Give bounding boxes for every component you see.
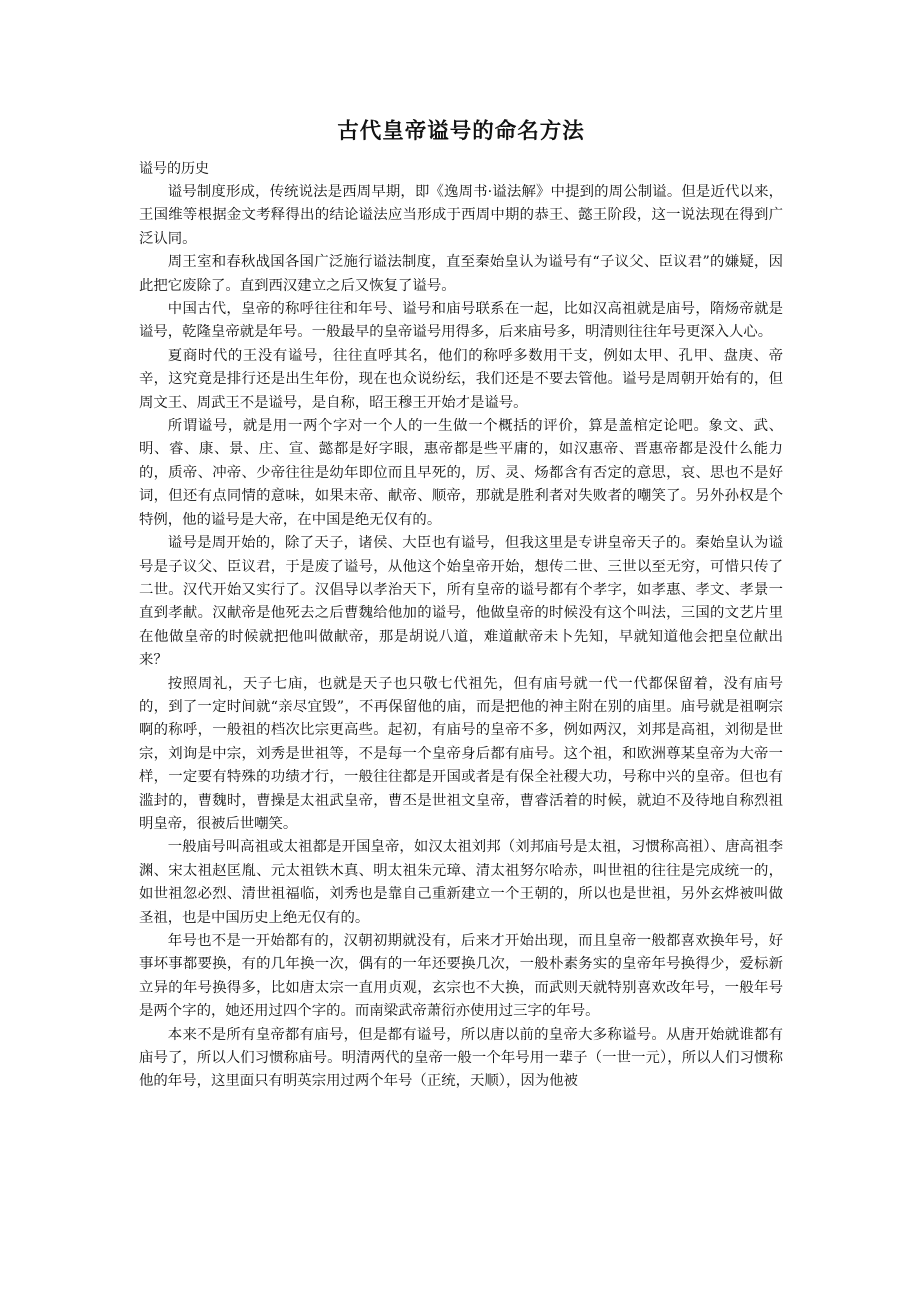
paragraph-3: 中国古代，皇帝的称呼往往和年号、谥号和庙号联系在一起，比如汉高祖就是庙号，隋炀帝就是谥号，乾隆皇帝就是年号。一般最早的皇帝谥号用得多，后来庙号多，明清则往往年号更深入人心。 bbox=[139, 301, 783, 341]
document-title: 古代皇帝谥号的命名方法 bbox=[337, 119, 585, 144]
paragraph-5: 所谓谥号，就是用一两个字对一个人的一生做一个概括的评价，算是盖棺定论吧。象文、武、明、睿、康、景、庄、宣、懿都是好字眼，惠帝都是些平庸的，如汉惠帝、晋惠帝都是没什么能力的，质帝、冲帝、少帝往往是幼年即位而且早死的，厉、灵、炀都含有否定的意思，哀、思也不是好词，但还有点同情的意味，如果末帝、献帝、顺帝，那就是胜利者对失败者的嘲笑了。另外孙权是个特例，他的谥号是大帝，在中国是绝无仅有的。 bbox=[139, 418, 783, 528]
document-page bbox=[139, 118, 783, 1094]
paragraph-8: 一般庙号叫高祖或太祖都是开国皇帝，如汉太祖刘邦（刘邦庙号是太祖，习惯称高祖）、唐高祖李渊、宋太祖赵匡胤、元太祖铁木真、明太祖朱元璋、清太祖努尔哈赤，叫世祖的往往是完成统一的，如世祖忽必烈、清世祖福临，刘秀也是靠自己重新建立一个王朝的，所以也是世祖，另外玄烨被叫做圣祖，也是中国历史上绝无仅有的。 bbox=[139, 839, 783, 926]
paragraph-4: 夏商时代的王没有谥号，往往直呼其名，他们的称呼多数用干支，例如太甲、孔甲、盘庚、帝辛，这究竟是排行还是出生年份，现在也众说纷纭，我们还是不要去管他。谥号是周朝开始有的，但周文王、周武王不是谥号，是自称，昭王穆王开始才是谥号。 bbox=[139, 347, 783, 411]
paragraph-10: 本来不是所有皇帝都有庙号，但是都有谥号，所以唐以前的皇帝大多称谥号。从唐开始就谁都有庙号了，所以人们习惯称庙号。明清两代的皇帝一般一个年号用一辈子（一世一元），所以人们习惯称他的年号，这里面只有明英宗用过两个年号（正统，天顺），因为他被 bbox=[139, 1026, 783, 1090]
paragraph-7: 按照周礼，天子七庙，也就是天子也只敬七代祖先，但有庙号就一代一代都保留着，没有庙号的，到了一定时间就“亲尽宜毁”，不再保留他的庙，而是把他的神主附在别的庙里。庙号就是祖啊宗啊的称呼，一般祖的档次比宗更高些。起初，有庙号的皇帝不多，例如两汉，刘邦是高祖，刘彻是世宗，刘询是中宗，刘秀是世祖等，不是每一个皇帝身后都有庙号。这个祖，和欧洲尊某皇帝为大帝一样，一定要有特殊的功绩才行，一般往往都是开国或者是有保全社稷大功，号称中兴的皇帝。但也有滥封的，曹魏时，曹操是太祖武皇帝，曹丕是世祖文皇帝，曹睿活着的时候，就迫不及待地自称烈祖明皇帝，很被后世嘲笑。 bbox=[139, 675, 783, 832]
paragraph-9: 年号也不是一开始都有的，汉朝初期就没有，后来才开始出现，而且皇帝一般都喜欢换年号，好事坏事都要换，有的几年换一次，偶有的一年还要换几次，一般朴素务实的皇帝年号换得少，爱标新立异的年号换得多，比如唐太宗一直用贞观，玄宗也不大换，而武则天就特别喜欢改年号，一般年号是两个字的，她还用过四个字的。而南梁武帝萧衍亦使用过三字的年号。 bbox=[139, 933, 783, 1020]
paragraph-1: 谥号制度形成，传统说法是西周早期，即《逸周书·谥法解》中提到的周公制谥。但是近代以来，王国维等根据金文考释得出的结论谥法应当形成于西周中期的恭王、懿王阶段，这一说法现在得到广泛认同。 bbox=[139, 184, 783, 247]
paragraph-2: 周王室和春秋战国各国广泛施行谥法制度，直至秦始皇认为谥号有“子议父、臣议君”的嫌疑，因此把它废除了。直到西汉建立之后又恢复了谥号。 bbox=[139, 254, 783, 294]
section-heading: 谥号的历史 bbox=[139, 161, 209, 177]
paragraph-6: 谥号是周开始的，除了天子，诸侯、大臣也有谥号，但我这里是专讲皇帝天子的。秦始皇认为谥号是子议父、臣议君，于是废了谥号，从他这个始皇帝开始，想传二世、三世以至无穷，可惜只传了二世。汉代开始又实行了。汉倡导以孝治天下，所有皇帝的谥号都有个孝字，如孝惠、孝文、孝景一直到孝献。汉献帝是他死去之后曹魏给他加的谥号，他做皇帝的时候没有这个叫法，三国的文艺片里在他做皇帝的时候就把他叫做献帝，那是胡说八道，难道献帝未卜先知，早就知道他会把皇位献出来？ bbox=[139, 535, 783, 669]
